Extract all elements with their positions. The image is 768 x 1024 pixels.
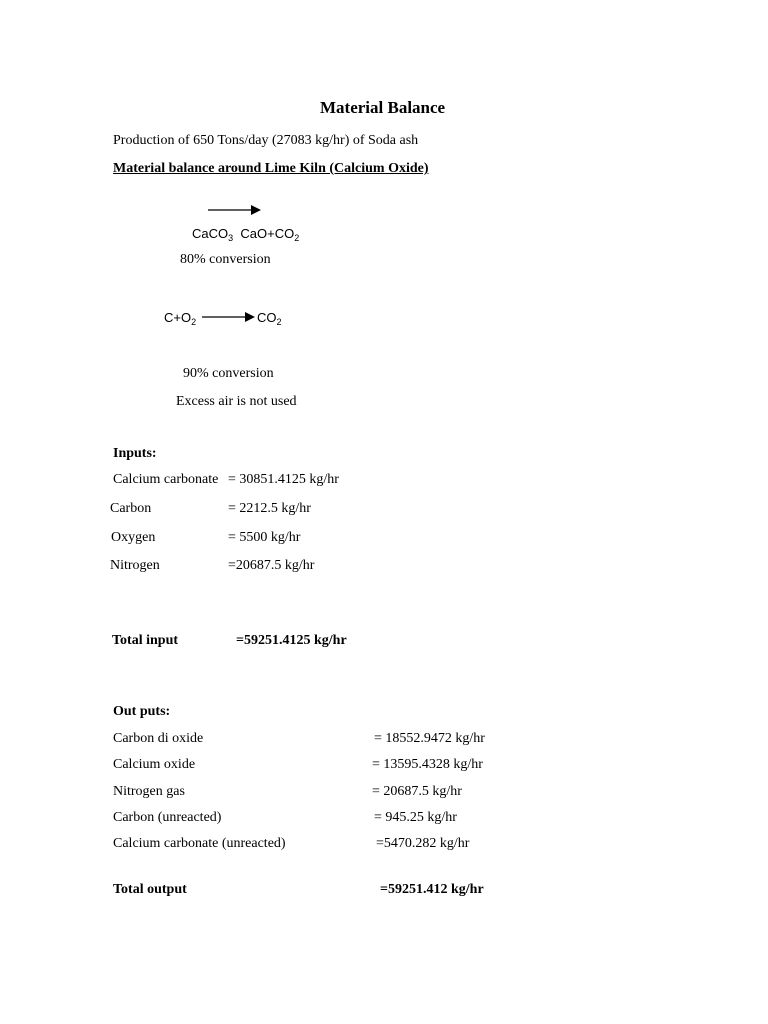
input-value: = 2212.5 kg/hr	[228, 501, 311, 516]
reaction1-product-subscript: 2	[294, 233, 300, 243]
reaction1-reactant: CaCO	[192, 226, 229, 241]
reaction-arrow-icon	[202, 311, 256, 323]
reaction1-reactant-subscript: 3	[228, 233, 234, 243]
input-label: Calcium carbonate	[113, 472, 219, 487]
section-heading: Material balance around Lime Kiln (Calcium Oxide)	[113, 161, 429, 176]
reaction2-product: CO	[257, 310, 277, 325]
input-value: = 5500 kg/hr	[228, 530, 301, 545]
output-label: Carbon di oxide	[113, 731, 204, 746]
input-label: Nitrogen	[110, 558, 160, 573]
inputs-heading: Inputs:	[113, 446, 157, 461]
input-label: Oxygen	[111, 530, 156, 545]
output-value: =5470.282 kg/hr	[376, 836, 470, 851]
input-label: Carbon	[110, 501, 152, 516]
total-output-value: =59251.412 kg/hr	[380, 882, 484, 897]
reaction2-reactant-text	[164, 310, 197, 327]
output-label: Calcium carbonate (unreacted)	[113, 836, 286, 851]
output-label: Nitrogen gas	[113, 784, 185, 799]
output-value: = 18552.9472 kg/hr	[374, 731, 485, 746]
reaction2-reactant: C+O	[164, 310, 192, 325]
reaction2-note: Excess air is not used	[176, 394, 297, 409]
production-line: Production of 650 Tons/day (27083 kg/hr) of Soda ash	[113, 133, 419, 148]
output-value: = 13595.4328 kg/hr	[372, 757, 483, 772]
reaction-arrow-icon	[208, 204, 262, 216]
reaction2-product-text	[257, 310, 282, 327]
reaction1-conversion: 80% conversion	[180, 252, 271, 267]
total-input-value: =59251.4125 kg/hr	[236, 633, 347, 648]
input-value: = 30851.4125 kg/hr	[228, 472, 339, 487]
page-title: Material Balance	[320, 98, 446, 117]
output-value: = 20687.5 kg/hr	[372, 784, 462, 799]
reaction1-product: CaO+CO	[240, 226, 295, 241]
output-value: = 945.25 kg/hr	[374, 810, 457, 825]
output-label: Carbon (unreacted)	[113, 810, 222, 825]
reaction2-reactant-subscript: 2	[191, 317, 197, 327]
outputs-heading: Out puts:	[113, 704, 171, 719]
reaction2-product-subscript: 2	[276, 317, 282, 327]
reaction1-equation	[192, 226, 300, 243]
reaction2-conversion: 90% conversion	[183, 366, 274, 381]
total-input-label: Total input	[112, 633, 179, 648]
input-value: =20687.5 kg/hr	[228, 558, 315, 573]
output-label: Calcium oxide	[113, 757, 196, 772]
total-output-label: Total output	[113, 882, 187, 897]
